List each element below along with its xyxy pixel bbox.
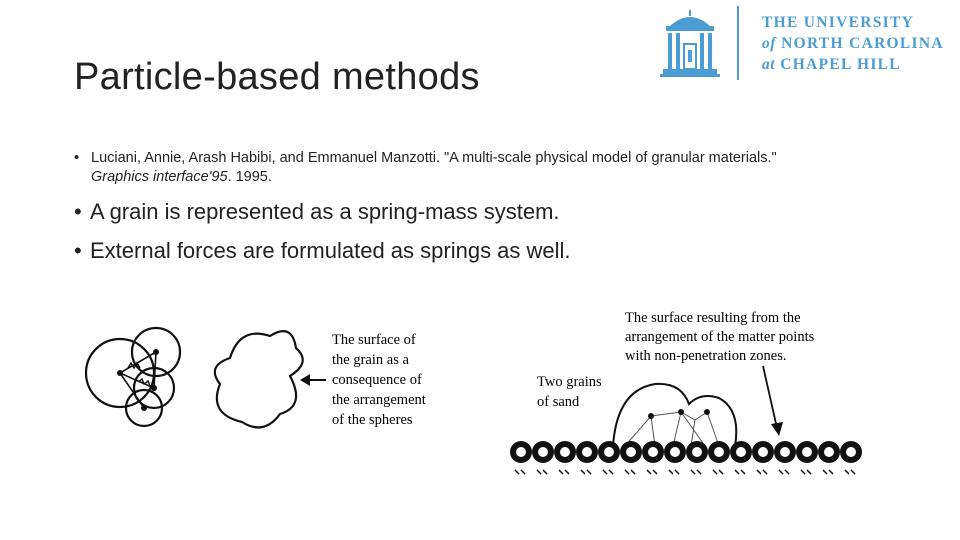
reference-authors: Luciani, Annie, Arash Habibi, and Emmanuel Manzotti. "A multi-scale physical model of granular materials." <box>91 150 777 166</box>
logo-line-2-prefix: of <box>762 35 776 52</box>
bullet-text: A grain is represented as a spring-mass system. <box>90 199 560 224</box>
surface-caption-2: arrangement of the matter points <box>625 329 815 345</box>
grains-caption-2: of sand <box>537 394 580 410</box>
reference-bullet: • <box>74 150 80 166</box>
logo-line-1: THE UNIVERSITY <box>762 14 915 31</box>
surface-caption-1: The surface resulting from the <box>625 310 801 326</box>
bullet-marker: • <box>74 238 82 263</box>
grain-caption-1: The surface of <box>332 332 416 348</box>
bullet-text: External forces are formulated as springs as well. <box>90 238 571 263</box>
reference-text <box>74 149 814 187</box>
reference-item <box>74 149 814 187</box>
grain-caption-2: the grain as a <box>332 352 409 368</box>
logo-line-2 <box>762 33 944 54</box>
grain-caption-5: of the spheres <box>332 412 413 428</box>
bullet-item-2 <box>74 238 571 264</box>
grain-caption-3: consequence of <box>332 372 422 388</box>
logo-line-3-text: CHAPEL HILL <box>780 56 901 73</box>
grains-caption-1: Two grains <box>537 374 602 390</box>
reference-year: . 1995. <box>227 169 272 185</box>
grain-caption-4: the arrangement <box>332 392 426 408</box>
logo-divider <box>737 6 739 80</box>
surface-caption-3: with non-penetration zones. <box>625 348 787 364</box>
logo-line-3-prefix: at <box>762 56 776 73</box>
reference-venue: Graphics interface'95 <box>91 169 228 185</box>
slide-title: Particle-based methods <box>74 56 480 98</box>
grain-figure <box>80 318 460 448</box>
logo-line-3 <box>762 54 944 75</box>
bullet-marker: • <box>74 199 82 224</box>
logo-line-2-text: NORTH CAROLINA <box>781 35 944 52</box>
logo-wordmark <box>762 12 944 75</box>
sand-grains-figure <box>505 300 875 485</box>
bullet-item-1 <box>74 199 560 225</box>
